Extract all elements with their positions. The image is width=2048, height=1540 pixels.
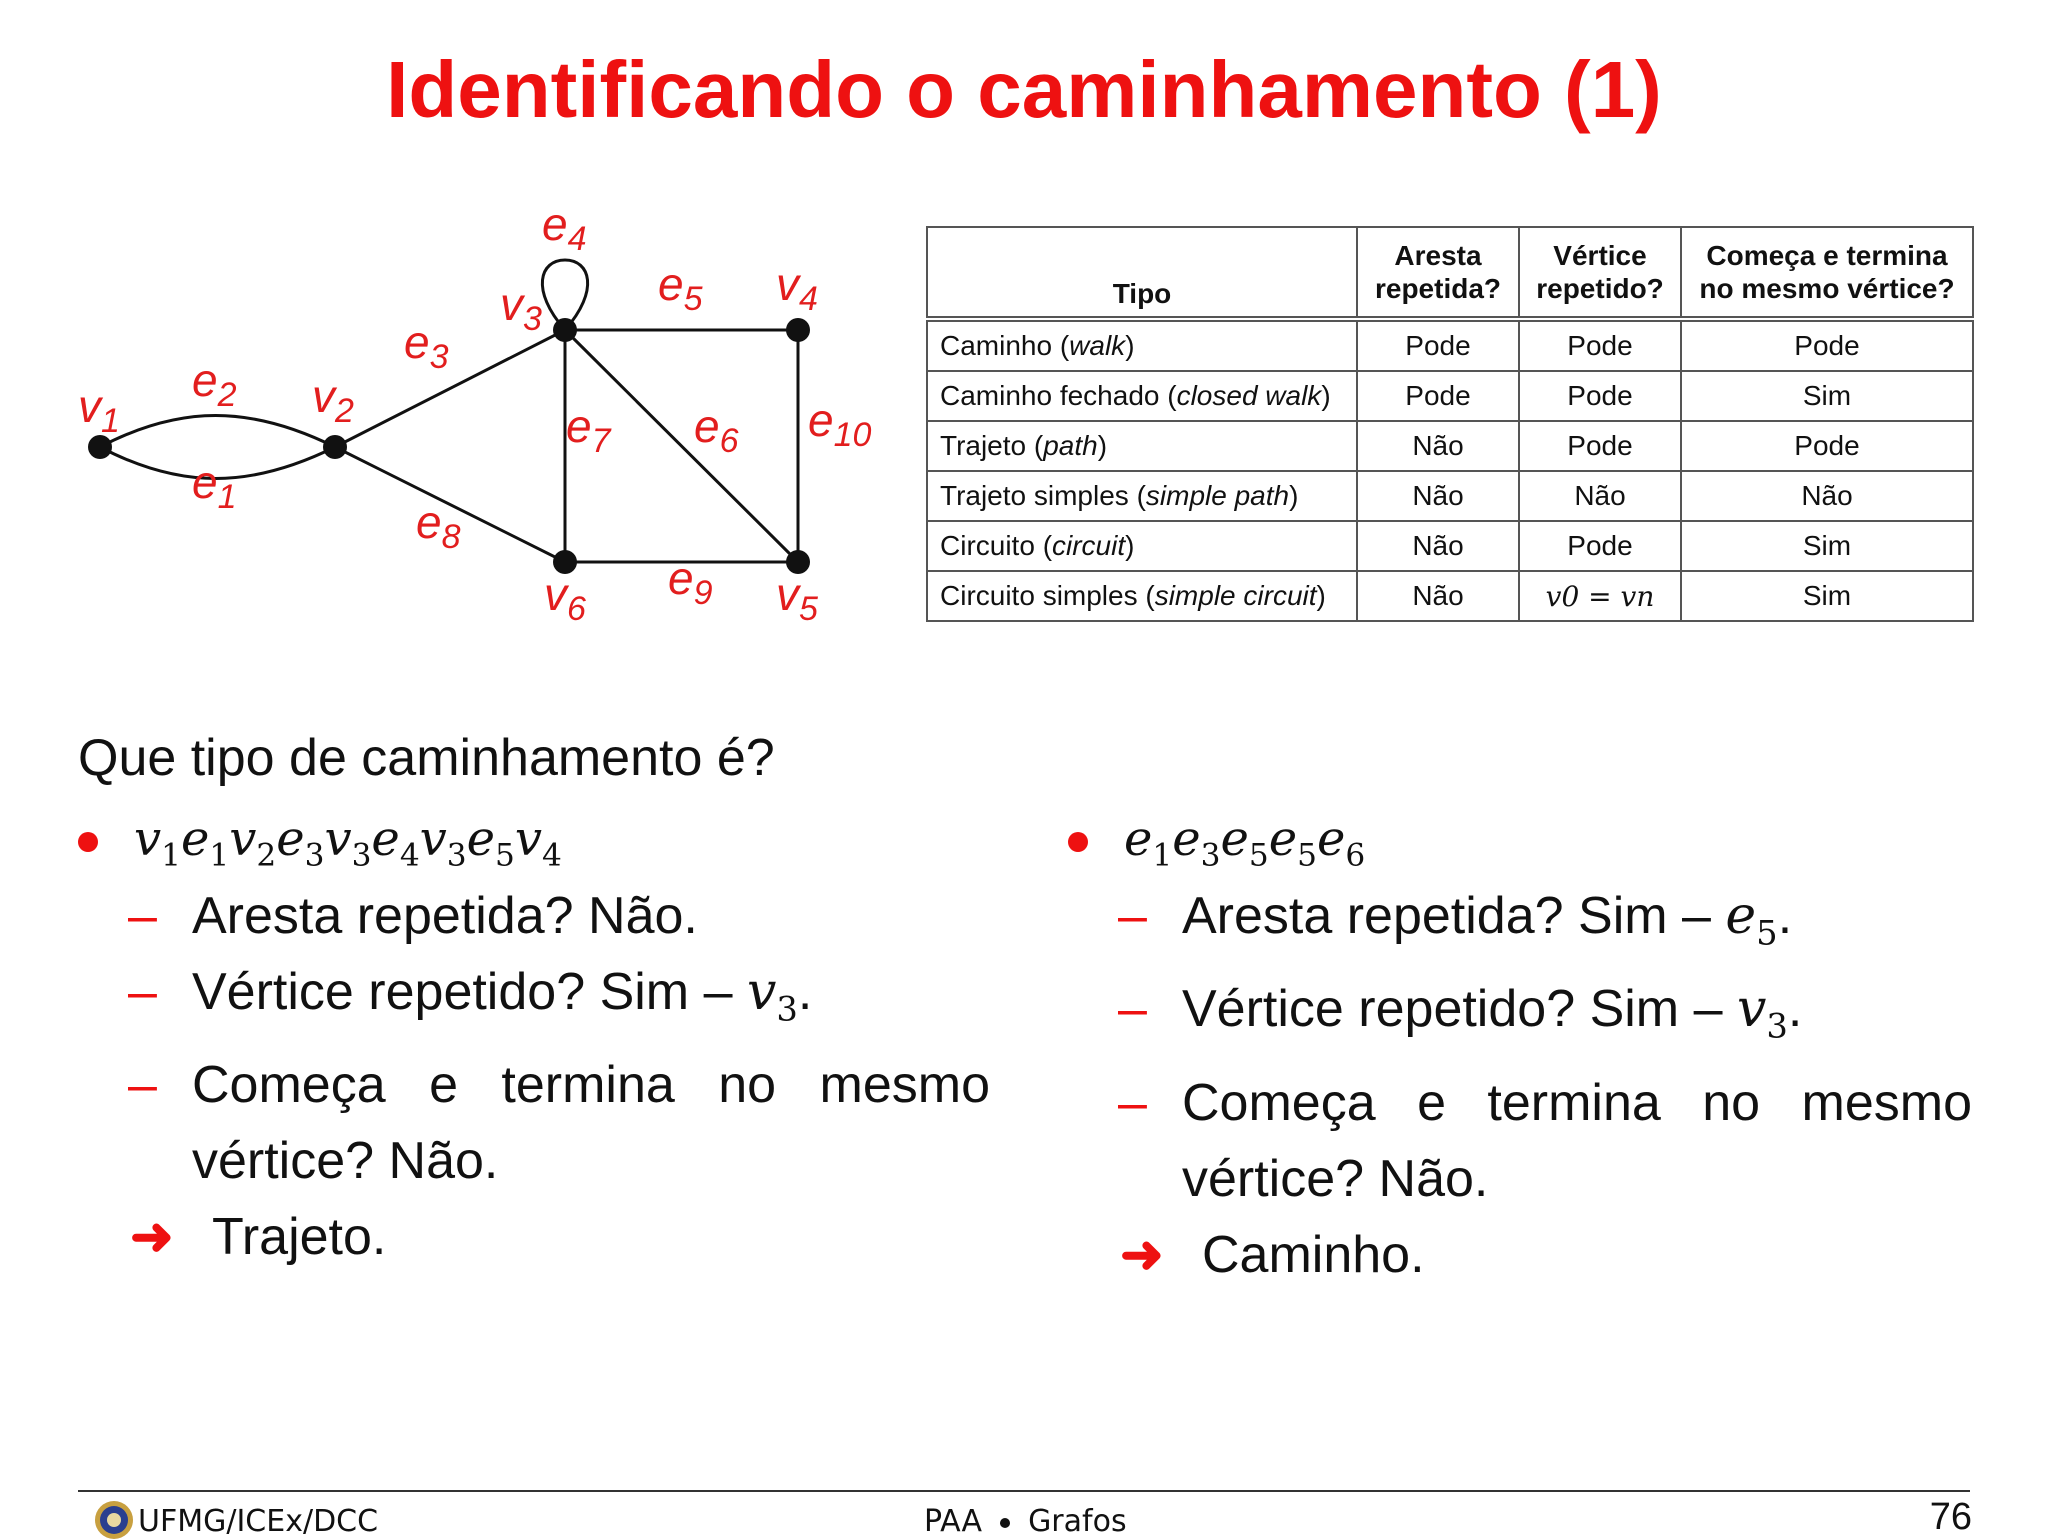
cell-tipo: Caminho fechado (closed walk) xyxy=(927,371,1357,421)
label-e10: $e_{10}$ xyxy=(808,394,872,454)
cell-vertice: v0 = vn xyxy=(1519,571,1681,621)
cell-vertice: Pode xyxy=(1519,319,1681,371)
cell-aresta: Pode xyxy=(1357,319,1519,371)
cell-aresta: Não xyxy=(1357,421,1519,471)
cell-tipo: Circuito (circuit) xyxy=(927,521,1357,571)
label-v2: $v_2$ xyxy=(312,370,354,430)
label-e7: $e_7$ xyxy=(566,400,611,460)
dash-icon: – xyxy=(128,887,157,945)
table-header-row xyxy=(927,227,1973,319)
label-v1: $v_1$ xyxy=(78,380,120,440)
cell-tipo: Caminho (walk) xyxy=(927,319,1357,371)
right-q1-math: $e_5$ xyxy=(1725,886,1778,953)
label-e4: $e_4$ xyxy=(542,198,587,258)
right-answer: ➜ Caminho. xyxy=(1068,1217,1972,1293)
footer-course: PAA Grafos xyxy=(924,1504,1127,1539)
label-v3: $v_3$ xyxy=(500,278,542,338)
cell-vertice: Não xyxy=(1519,471,1681,521)
label-e1: $e_1$ xyxy=(192,456,237,516)
label-e2: $e_2$ xyxy=(192,354,237,414)
dash-icon: – xyxy=(128,1056,157,1115)
footer-divider xyxy=(78,1490,1970,1492)
right-sequence-row xyxy=(1068,806,1972,878)
left-sequence: $v_1e_1v_2e_3v_3e_4v_3e_5v_4$ xyxy=(134,810,562,874)
slide-title: Identificando o caminhamento (1) xyxy=(386,45,1662,134)
label-e6: $e_6$ xyxy=(694,400,739,460)
label-e9: $e_9$ xyxy=(668,552,713,612)
vertex-v4 xyxy=(786,318,810,342)
left-column xyxy=(78,806,990,1275)
arrow-icon: ➜ xyxy=(130,1208,174,1267)
right-item-3: – Começa e termina no mesmo vértice? Não. xyxy=(1068,1065,1972,1217)
question-text: Que tipo de caminhamento é? xyxy=(78,729,775,787)
label-e8: $e_8$ xyxy=(416,496,461,556)
dash-icon: – xyxy=(1118,980,1147,1039)
cell-aresta: Pode xyxy=(1357,371,1519,421)
cell-aresta: Não xyxy=(1357,571,1519,621)
dash-icon: – xyxy=(128,963,157,1021)
walk-types-table xyxy=(926,226,1974,622)
right-column xyxy=(1068,806,1972,1293)
page-number: 76 xyxy=(1929,1496,1972,1538)
right-sequence: $e_1e_3e_5e_5e_6$ xyxy=(1124,810,1366,874)
cell-vertice: Pode xyxy=(1519,421,1681,471)
label-v4: $v_4$ xyxy=(776,258,818,318)
label-e3: $e_3$ xyxy=(404,316,449,376)
edge-e3 xyxy=(335,330,565,447)
university-seal-icon xyxy=(94,1500,134,1540)
label-v5: $v_5$ xyxy=(776,568,818,628)
cell-tipo: Circuito simples (simple circuit) xyxy=(927,571,1357,621)
label-e5: $e_5$ xyxy=(658,258,703,318)
cell-comeca: Pode xyxy=(1681,421,1973,471)
cell-comeca: Sim xyxy=(1681,371,1973,421)
header-vertice: Vértice repetido? xyxy=(1519,227,1681,319)
left-sequence-row xyxy=(78,806,990,878)
footer-institution: UFMG/ICEx/DCC xyxy=(138,1504,379,1539)
header-aresta: Aresta repetida? xyxy=(1357,227,1519,319)
table-row xyxy=(927,471,1973,521)
cell-tipo: Trajeto simples (simple path) xyxy=(927,471,1357,521)
table-row xyxy=(927,371,1973,421)
vertex-v3 xyxy=(553,318,577,342)
footer-separator-dot xyxy=(1000,1518,1010,1528)
left-item-2: – Vértice repetido? Sim – $v_3$. xyxy=(78,954,990,1047)
cell-comeca: Não xyxy=(1681,471,1973,521)
right-item-2: – Vértice repetido? Sim – $v_3$. xyxy=(1068,971,1972,1064)
table-row xyxy=(927,421,1973,471)
dash-icon: – xyxy=(1118,1073,1147,1132)
cell-vertice: Pode xyxy=(1519,521,1681,571)
bullet-dot-icon xyxy=(78,832,98,852)
table-row xyxy=(927,319,1973,371)
cell-aresta: Não xyxy=(1357,521,1519,571)
left-q2-math: $v_3$ xyxy=(746,962,798,1029)
graph-diagram xyxy=(60,190,900,650)
header-tipo: Tipo xyxy=(927,227,1357,319)
cell-tipo: Trajeto (path) xyxy=(927,421,1357,471)
vertex-v2 xyxy=(323,435,347,459)
right-q2-math: $v_3$ xyxy=(1736,979,1788,1046)
edge-e2 xyxy=(100,416,335,448)
cell-vertice: Pode xyxy=(1519,371,1681,421)
cell-comeca: Pode xyxy=(1681,319,1973,371)
dash-icon: – xyxy=(1118,887,1147,945)
table-row xyxy=(927,571,1973,621)
left-answer: ➜ Trajeto. xyxy=(78,1199,990,1275)
bullet-dot-icon xyxy=(1068,832,1088,852)
left-item-1: – Aresta repetida? Não. xyxy=(78,878,990,954)
cell-aresta: Não xyxy=(1357,471,1519,521)
arrow-icon: ➜ xyxy=(1120,1225,1164,1284)
label-v6: $v_6$ xyxy=(544,568,586,628)
cell-comeca: Sim xyxy=(1681,571,1973,621)
right-item-1: – Aresta repetida? Sim – $e_5$. xyxy=(1068,878,1972,971)
table-row xyxy=(927,521,1973,571)
left-item-3: – Começa e termina no mesmo vértice? Não. xyxy=(78,1047,990,1199)
cell-comeca: Sim xyxy=(1681,521,1973,571)
header-comeca: Começa e termina no mesmo vértice? xyxy=(1681,227,1973,319)
